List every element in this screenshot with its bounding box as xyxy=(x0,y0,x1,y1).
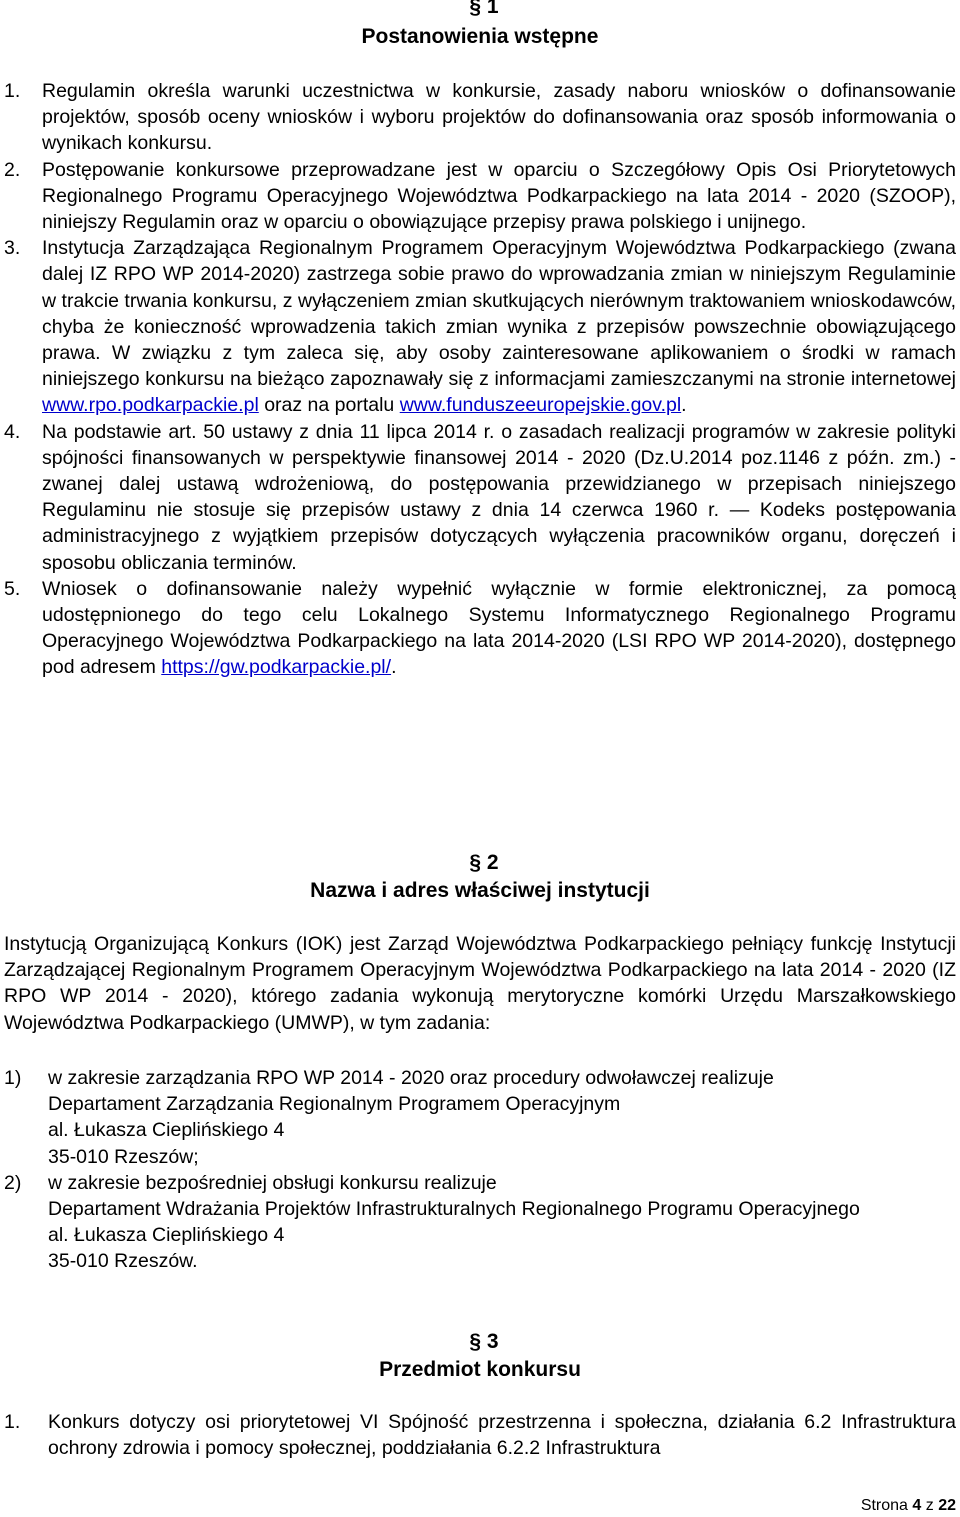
address-street: al. Łukasza Cieplińskiego 4 xyxy=(48,1224,285,1247)
fundusze-portal-link[interactable]: www.funduszeeuropejskie.gov.pl xyxy=(399,394,682,417)
address-street: al. Łukasza Cieplińskiego 4 xyxy=(48,1119,285,1142)
section-title: Postanowienia wstępne xyxy=(361,25,599,48)
item-text: Wniosek o dofinansowanie należy wypełnić wyłącznie w formie elektronicznej, za pomocą udostępnionego do tego celu Lokalnego Systemu Informatycznego Regionalnego Programu Operacyjnego Województwa Podkarpackiego na lata 2014-2020 (LSI RPO WP 2014-2020), dostępnego pod adresem xyxy=(42,577,956,679)
item-text: . xyxy=(681,394,687,417)
section-number: § 3 xyxy=(469,1330,499,1353)
list-item xyxy=(0,1409,956,1461)
rpo-website-link[interactable]: www.rpo.podkarpackie.pl xyxy=(42,394,259,417)
item-line: w zakresie zarządzania RPO WP 2014 - 2020 oraz procedury odwoławczej realizuje xyxy=(48,1067,774,1089)
item-number: 5. xyxy=(4,577,21,600)
section-3-list xyxy=(0,1409,956,1461)
item-line: w zakresie bezpośredniej obsługi konkursu realizuje xyxy=(48,1171,497,1194)
section-2-list xyxy=(0,1065,956,1275)
section-2-intro: Instytucją Organizującą Konkurs (IOK) jest Zarząd Województwa Podkarpackiego pełniący funkcję Instytucji Zarządzającej Regionalnym Programem Operacyjnym Województwa Podkarpackiego na lata 2014 - 2020 (IZ RPO WP 2014 - 2020), którego zadania wykonują merytoryczne komórki Urzędu Marszałkowskiego Województwa Podkarpackiego (UMWP), w tym zadania: xyxy=(4,933,956,1034)
item-text: oraz na portalu xyxy=(258,394,400,417)
list-item xyxy=(0,576,956,681)
list-item xyxy=(0,1170,956,1275)
section-2-heading xyxy=(0,850,960,904)
section-3-heading xyxy=(0,1329,960,1383)
department-name: Departament Zarządzania Regionalnym Programem Operacyjnym xyxy=(48,1093,621,1116)
page-footer xyxy=(861,1497,956,1515)
item-number: 3. xyxy=(4,237,21,260)
item-number: 1. xyxy=(4,80,21,102)
section-number: § 2 xyxy=(469,851,499,874)
footer-prefix: Strona xyxy=(860,1497,913,1514)
list-item xyxy=(0,235,956,418)
section-1-heading xyxy=(0,0,960,50)
item-text: . xyxy=(391,656,397,679)
item-text: Postępowanie konkursowe przeprowadzane jest w oparciu o Szczegółowy Opis Osi Priorytetowych Regionalnego Programu Operacyjnego Województwa Podkarpackiego na lata 2014 - 2020 (SZOOP), niniejszy Regulamin oraz w oparciu o obowiązujące przepisy prawa polskiego i unijnego. xyxy=(42,158,956,234)
item-number: 1. xyxy=(4,1411,21,1433)
list-item xyxy=(0,157,956,236)
address-city: 35-010 Rzeszów; xyxy=(48,1145,199,1168)
item-text: Na podstawie art. 50 ustawy z dnia 11 lipca 2014 r. o zasadach realizacji programów w zakresie polityki spójności finansowanych w perspektywie finansowej 2014 - 2020 (Dz.U.2014 poz.1146 z późn. zm.) - zwanej dalej ustawą wdrożeniową, do postępowania przewidzianego w przepisach niniejszego Regulaminu nie stosuje się przepisów ustawy z dnia 14 czerwca 1960 r. — Kodeks postępowania administracyjnego z wyjątkiem przepisów dotyczących wyłączenia pracowników organu, doręczeń i sposobu obliczania terminów. xyxy=(42,420,956,574)
department-name: Departament Wdrażania Projektów Infrastrukturalnych Regionalnego Programu Operacyjnego xyxy=(48,1198,860,1221)
item-number: 1) xyxy=(4,1067,22,1089)
item-number: 2) xyxy=(4,1171,22,1194)
lsi-system-link[interactable]: https://gw.podkarpackie.pl/ xyxy=(161,656,392,679)
item-text: Instytucja Zarządzająca Regionalnym Programem Operacyjnym Województwa Podkarpackiego (zwana dalej IZ RPO WP 2014-2020) zastrzega sobie prawo do wprowadzania zmian w niniejszym Regulaminie w trakcie trwania konkursu, z wyłączeniem zmian skutkujących nierównym traktowaniem wnioskodawców, chyba że konieczność wprowadzenia takich zmian wynika z przepisów powszechnie obowiązującego prawa. W związku z tym zaleca się, aby osoby zainteresowane aplikowaniem o środki w ramach niniejszego konkursu na bieżąco zapoznawały się z informacjami zamieszczanymi na stronie internetowej xyxy=(42,237,956,391)
list-item xyxy=(0,1065,956,1170)
section-title: Nazwa i adres właściwej instytucji xyxy=(310,879,650,902)
total-pages: 22 xyxy=(938,1497,956,1514)
item-text: Regulamin określa warunki uczestnictwa w konkursie, zasady naboru wniosków o dofinansowanie projektów, sposób oceny wniosków i wyboru projektów do dofinansowania oraz sposób informowania o wynikach konkursu. xyxy=(42,80,956,155)
section-title: Przedmiot konkursu xyxy=(379,1358,581,1381)
footer-separator: z xyxy=(921,1497,939,1514)
address-city: 35-010 Rzeszów. xyxy=(48,1250,198,1273)
section-1-list xyxy=(0,78,956,681)
item-number: 2. xyxy=(4,158,21,181)
list-item xyxy=(0,419,956,576)
list-item xyxy=(0,78,956,157)
current-page-number: 4 xyxy=(912,1497,922,1514)
section-number: § 1 xyxy=(469,0,499,18)
item-number: 4. xyxy=(4,420,21,443)
item-text: Konkurs dotyczy osi priorytetowej VI Spójność przestrzenna i społeczna, działania 6.2 Infrastruktura ochrony zdrowia i pomocy społecznej, poddziałania 6.2.2 Infrastruktura xyxy=(48,1411,956,1460)
